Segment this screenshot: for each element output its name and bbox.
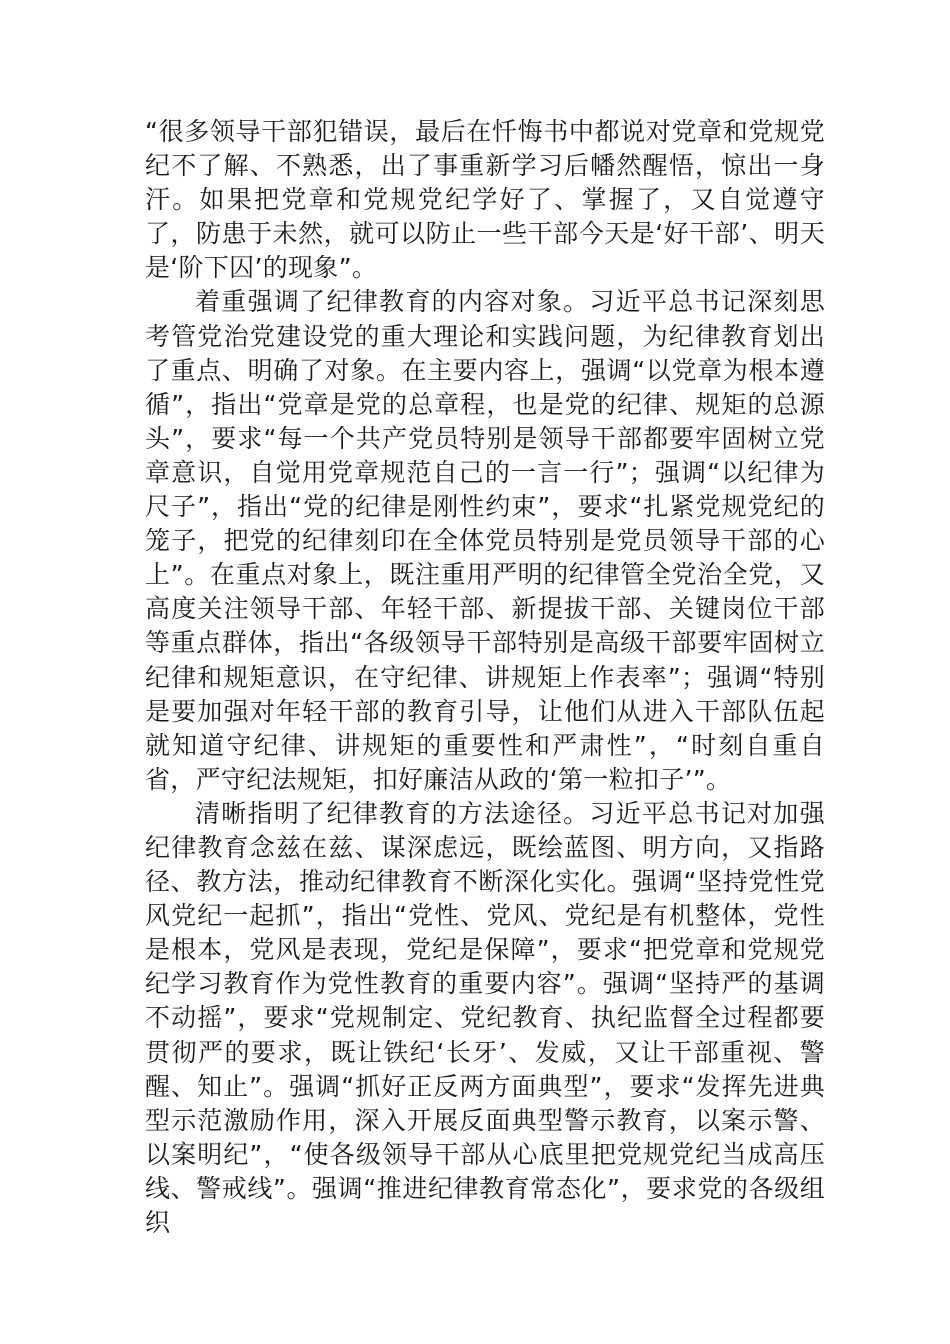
document-body [145,115,825,1240]
paragraph-1: “很多领导干部犯错误，最后在忏悔书中都说对党章和党规党纪不了解、不熟悉，出了事重新学习后幡然醒悟，惊出一身汗。如果把党章和党规党纪学好了、掌握了，又自觉遵守了，防患于未然，就可以防止一些干部今天是‘好干部’、明天是‘阶下囚’的现象”。 [145,117,825,283]
paragraph-3: 清晰指明了纪律教育的方法途径。习近平总书记对加强纪律教育念兹在兹、谋深虑远，既绘蓝图、明方向，又指路径、教方法，推动纪律教育不断深化实化。强调“坚持党性党风党纪一起抓”，指出“党性、党风、党纪是有机整体，党性是根本，党风是表现，党纪是保障”，要求“把党章和党规党纪学习教育作为党性教育的重要内容”。强调“坚持严的基调不动摇”，要求“党规制定、党纪教育、执纪监督全过程都要贯彻严的要求，既让铁纪‘长牙’、发威，又让干部重视、警醒、知止”。强调“抓好正反两方面典型”，要求“发挥先进典型示范激励作用，深入开展反面典型警示教育，以案示警、以案明纪”，“使各级领导干部从心底里把党规党纪当成高压线、警戒线”。强调“推进纪律教育常态化”，要求党的各级组织 [145,798,825,1237]
paragraph-2: 着重强调了纪律教育的内容对象。习近平总书记深刻思考管党治党建设党的重大理论和实践问题，为纪律教育划出了重点、明确了对象。在主要内容上，强调“以党章为根本遵循”，指出“党章是党的总章程，也是党的纪律、规矩的总源头”，要求“每一个共产党员特别是领导干部都要牢固树立党章意识，自觉用党章规范自己的一言一行”；强调“以纪律为尺子”，指出“党的纪律是刚性约束”，要求“扎紧党规党纪的笼子，把党的纪律刻印在全体党员特别是党员领导干部的心上”。在重点对象上，既注重用严明的纪律管全党治全党，又高度关注领导干部、年轻干部、新提拔干部、关键岗位干部等重点群体，指出“各级领导干部特别是高级干部要牢固树立纪律和规矩意识，在守纪律、讲规矩上作表率”；强调“特别是要加强对年轻干部的教育引导，让他们从进入干部队伍起就知道守纪律、讲规矩的重要性和严肃性”，“时刻自重自省，严守纪法规矩，扣好廉洁从政的‘第一粒扣子’”。 [145,287,825,794]
